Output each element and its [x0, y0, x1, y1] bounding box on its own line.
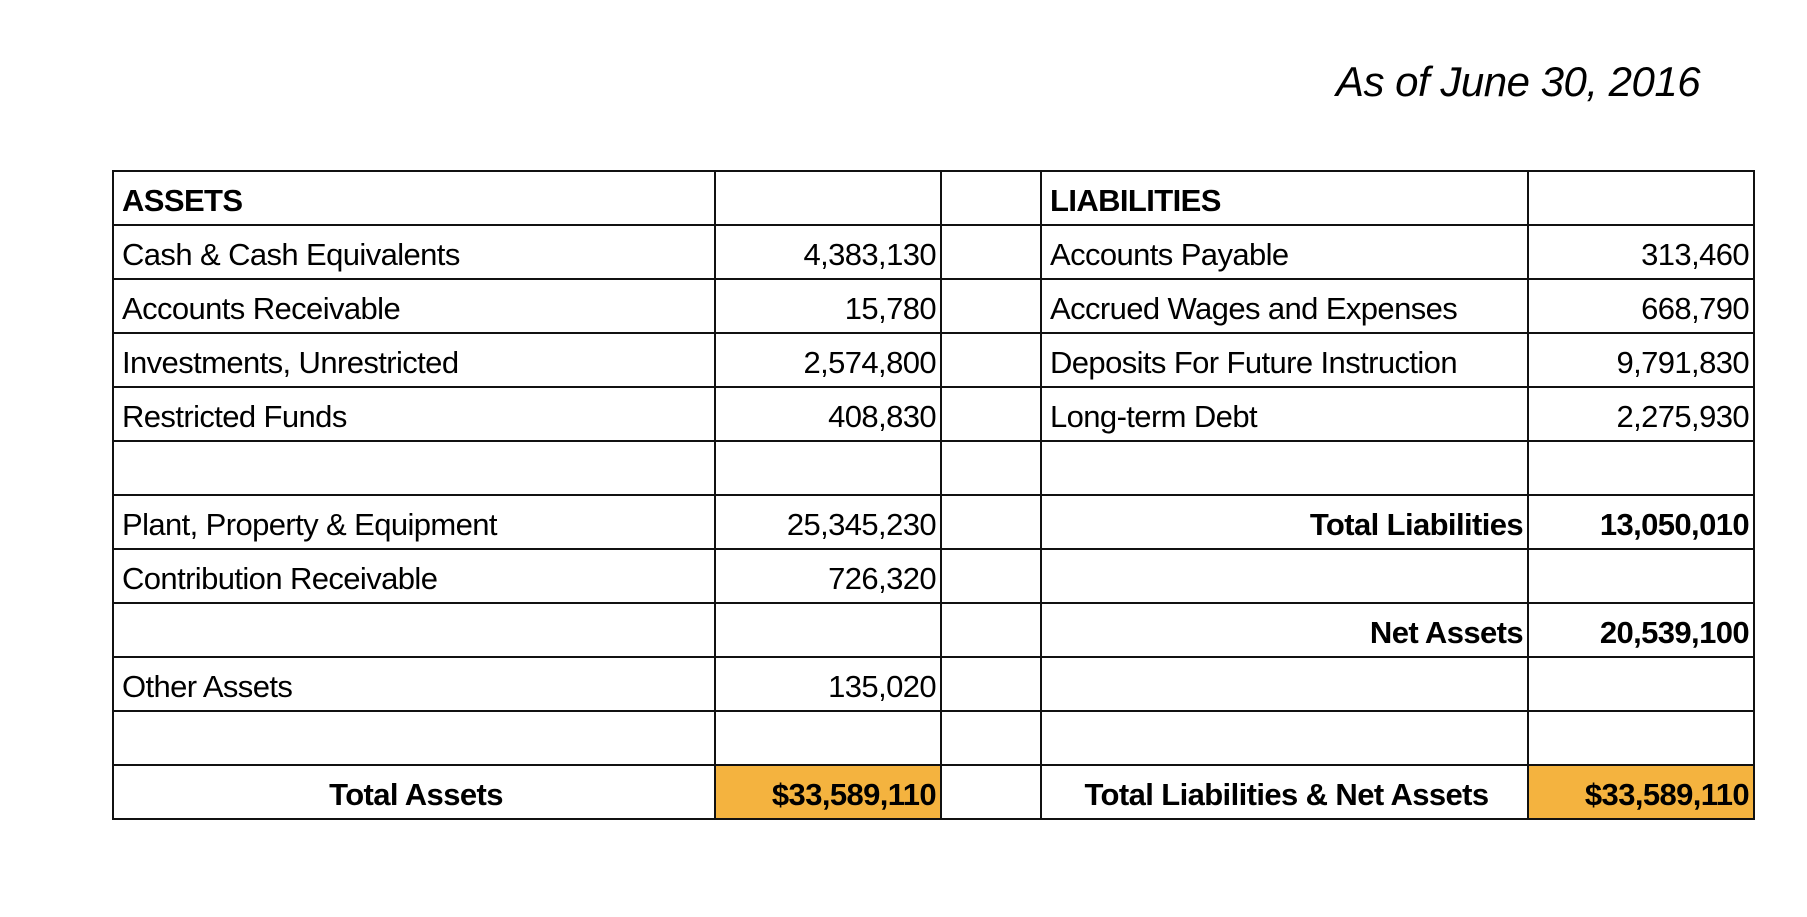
asset-label	[113, 441, 715, 495]
assets-heading: ASSETS	[113, 171, 715, 225]
liabilities-heading: LIABILITIES	[1041, 171, 1528, 225]
empty-cell	[715, 171, 941, 225]
liability-value	[1528, 549, 1754, 603]
liability-value: 9,791,830	[1528, 333, 1754, 387]
net-assets-value: 20,539,100	[1528, 603, 1754, 657]
liability-label: Accrued Wages and Expenses	[1041, 279, 1528, 333]
liability-value	[1528, 711, 1754, 765]
liability-value: 668,790	[1528, 279, 1754, 333]
liability-label	[1041, 441, 1528, 495]
table-row	[113, 441, 1754, 495]
asset-value: 15,780	[715, 279, 941, 333]
net-assets-label: Net Assets	[1041, 603, 1528, 657]
empty-cell	[1528, 171, 1754, 225]
asset-label: Contribution Receivable	[113, 549, 715, 603]
asset-label: Investments, Unrestricted	[113, 333, 715, 387]
liability-label	[1041, 657, 1528, 711]
liability-value	[1528, 441, 1754, 495]
total-assets-value: $33,589,110	[715, 765, 941, 819]
spacer-cell	[941, 441, 1041, 495]
liability-value	[1528, 657, 1754, 711]
asset-value: 408,830	[715, 387, 941, 441]
asset-label: Plant, Property & Equipment	[113, 495, 715, 549]
asset-value: 4,383,130	[715, 225, 941, 279]
spacer-cell	[941, 171, 1041, 225]
liability-label: Accounts Payable	[1041, 225, 1528, 279]
spacer-cell	[941, 495, 1041, 549]
table-row	[113, 279, 1754, 333]
asset-value	[715, 441, 941, 495]
asset-label: Restricted Funds	[113, 387, 715, 441]
table-row	[113, 549, 1754, 603]
asset-value: 25,345,230	[715, 495, 941, 549]
asset-value: 135,020	[715, 657, 941, 711]
total-liabilities-label: Total Liabilities	[1041, 495, 1528, 549]
asset-label: Other Assets	[113, 657, 715, 711]
asset-label	[113, 603, 715, 657]
table-row	[113, 603, 1754, 657]
total-liabilities-net-assets-label: Total Liabilities & Net Assets	[1041, 765, 1528, 819]
table-row	[113, 387, 1754, 441]
asset-label: Accounts Receivable	[113, 279, 715, 333]
spacer-cell	[941, 225, 1041, 279]
table-row	[113, 495, 1754, 549]
liability-label: Long-term Debt	[1041, 387, 1528, 441]
spacer-cell	[941, 657, 1041, 711]
table-row	[113, 657, 1754, 711]
table-row	[113, 711, 1754, 765]
spacer-cell	[941, 333, 1041, 387]
liability-value: 313,460	[1528, 225, 1754, 279]
asset-value	[715, 711, 941, 765]
balance-sheet-table	[112, 170, 1755, 820]
total-liabilities-net-assets-value: $33,589,110	[1528, 765, 1754, 819]
asset-label	[113, 711, 715, 765]
total-assets-label: Total Assets	[113, 765, 715, 819]
spacer-cell	[941, 549, 1041, 603]
asset-value: 2,574,800	[715, 333, 941, 387]
spacer-cell	[941, 387, 1041, 441]
liability-label: Deposits For Future Instruction	[1041, 333, 1528, 387]
asset-value: 726,320	[715, 549, 941, 603]
asset-value	[715, 603, 941, 657]
statement-date-title: As of June 30, 2016	[1336, 58, 1701, 105]
spacer-cell	[941, 765, 1041, 819]
asset-label: Cash & Cash Equivalents	[113, 225, 715, 279]
total-liabilities-value: 13,050,010	[1528, 495, 1754, 549]
spacer-cell	[941, 603, 1041, 657]
liability-label	[1041, 711, 1528, 765]
spacer-cell	[941, 279, 1041, 333]
liability-label	[1041, 549, 1528, 603]
totals-row	[113, 765, 1754, 819]
spacer-cell	[941, 711, 1041, 765]
table-header-row	[113, 171, 1754, 225]
liability-value: 2,275,930	[1528, 387, 1754, 441]
table-row	[113, 225, 1754, 279]
table-row	[113, 333, 1754, 387]
